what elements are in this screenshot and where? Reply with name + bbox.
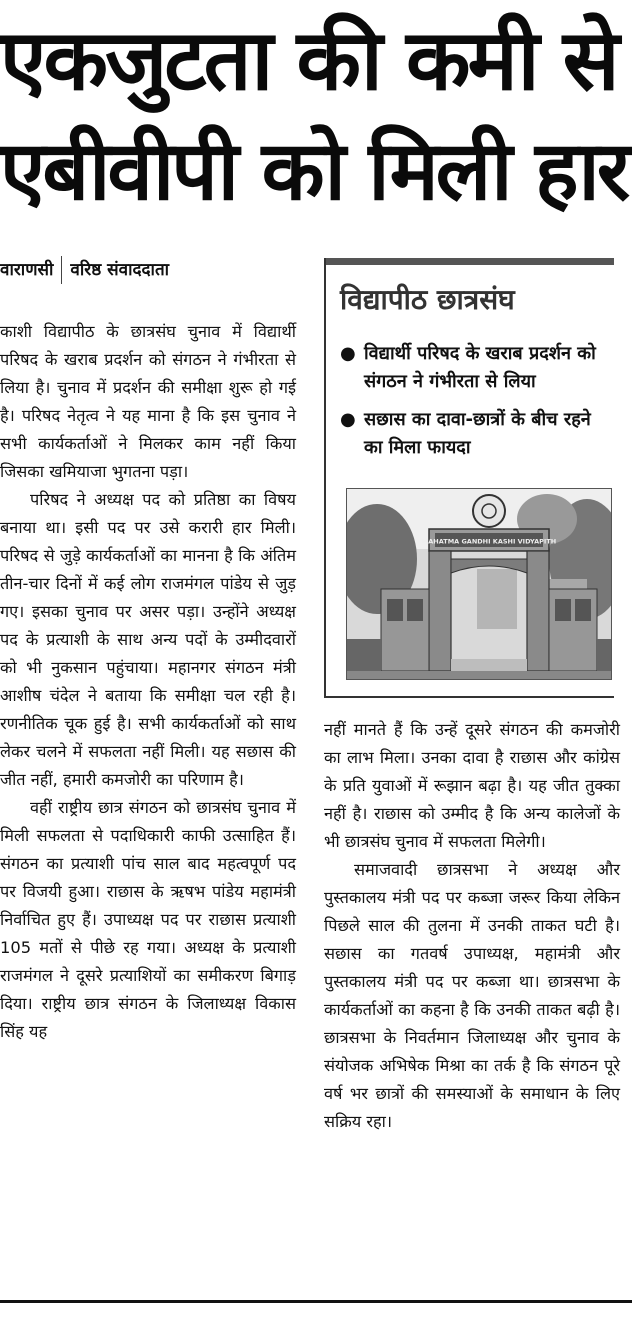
sidebar-box <box>324 258 614 698</box>
column2-paragraph-1: नहीं मानते हैं कि उन्हें दूसरे संगठन की कमजोरी का लाभ मिला। उनका दावा है राछास और कांग्रेस के प्रति युवाओं में रूझान बढ़ा है। यह जीत तुक्का नहीं है। राछास को उम्मीद है कि अन्य कालेजों के भी छात्रसंघ चुनाव में सफलता मिलेगी। <box>324 720 620 851</box>
headline-line-2: एबीवीपी को मिली हार <box>0 124 628 219</box>
sidebar-left-rule <box>324 258 326 698</box>
sidebar-bottom-rule <box>324 696 614 698</box>
bullet-dot-icon: ● <box>340 409 356 430</box>
article-column-1 <box>0 318 296 1046</box>
headline-line-1: एकजुटता की कमी से <box>0 11 617 109</box>
byline-place: वाराणसी <box>0 260 54 280</box>
bottom-rule <box>0 1300 632 1303</box>
column1-paragraph-3: वहीं राष्ट्रीय छात्र संगठन को छात्रसंघ चुनाव में मिली सफलता से पदाधिकारी काफी उत्साहित हैं। संगठन का प्रत्याशी पांच साल बाद महत्वपूर्ण पद पर विजयी हुआ। राछास के ऋषभ पांडेय महामंत्री निर्वाचित हुए हैं। उपाध्यक्ष पद पर राछास प्रत्याशी 105 मतों से पीछे रह गया। अध्यक्ष के प्रत्याशी राजमंगल ने दूसरे प्रत्याशियों का समीकरण बिगाड़ दिया। राष्ट्रीय छात्र संगठन के जिलाध्यक्ष विकास सिंह यह <box>0 798 296 1041</box>
sidebar-bullet-1-text: विद्यार्थी परिषद के खराब प्रदर्शन को संगठन ने गंभीरता से लिया <box>364 343 596 392</box>
gate-illustration <box>347 489 611 679</box>
sidebar-bullet-1 <box>340 340 610 396</box>
gate-sign-text: MAHATMA GANDHI KASHI VIDYAPITH <box>421 537 557 546</box>
byline-author: वरिष्ठ संवाददाता <box>70 260 170 280</box>
sidebar-bullet-2-text: सछास का दावा-छात्रों के बीच रहने का मिला फायदा <box>364 409 591 458</box>
column2-paragraph-2: समाजवादी छात्रसभा ने अध्यक्ष और पुस्तकालय मंत्री पद पर कब्जा जरूर किया लेकिन पिछले साल की तुलना में उनकी ताकत घटी है। सछास का गतवर्ष उपाध्यक्ष, महामंत्री और पुस्तकालय मंत्री पद पर कब्जा था। छात्रसभा के कार्यकर्ताओं का कहना है कि उनकी ताकत बढ़ी है। छात्रसभा के निवर्तमान जिलाध्यक्ष और चुनाव के संयोजक अभिषेक मिश्रा का तर्क है कि संगठन पूरे वर्ष भर छात्रों की समस्याओं के समाधान के लिए सक्रिय रहा। <box>324 860 620 1131</box>
column1-paragraph-1: काशी विद्यापीठ के छात्रसंघ चुनाव में विद्यार्थी परिषद के खराब प्रदर्शन को संगठन ने गंभीरता से लिया है। चुनाव में प्रदर्शन की समीक्षा शुरू हो गई है। परिषद नेतृत्व ने यह माना है कि इस चुनाव ने सभी कार्यकर्ताओं ने मिलकर काम नहीं किया जिसका खमियाजा भुगतना पड़ा। <box>0 322 296 481</box>
sidebar-title: विद्यापीठ छात्रसंघ <box>340 283 515 316</box>
bullet-dot-icon: ● <box>340 343 356 364</box>
university-gate-photo <box>346 488 612 680</box>
byline <box>0 256 169 284</box>
column1-paragraph-2: परिषद ने अध्यक्ष पद को प्रतिष्ठा का विषय बनाया था। इसी पद पर उसे करारी हार मिली। परिषद से जुड़े कार्यकर्ताओं का मानना है कि अंतिम तीन-चार दिनों में कई लोग राजमंगल पांडेय से जुड़ गए। इसका चुनाव पर असर पड़ा। उन्होंने अध्यक्ष पद के प्रत्याशी के साथ अन्य पदों के उम्मीदवारों को भी नुकसान पहुंचाया। महानगर संगठन मंत्री आशीष चंदेल ने बताया कि समीक्षा चल रही है। रणनीतिक चूक हुई है। सभी कार्यकर्ताओं को साथ लेकर चलने में सफलता नहीं मिली। यह सछास की जीत नहीं, हमारी कमजोरी का परिणाम है। <box>0 490 296 789</box>
article-column-2 <box>324 716 620 1136</box>
sidebar-bullet-2 <box>340 406 610 462</box>
sidebar-top-rule <box>324 258 614 265</box>
byline-divider <box>61 256 62 284</box>
